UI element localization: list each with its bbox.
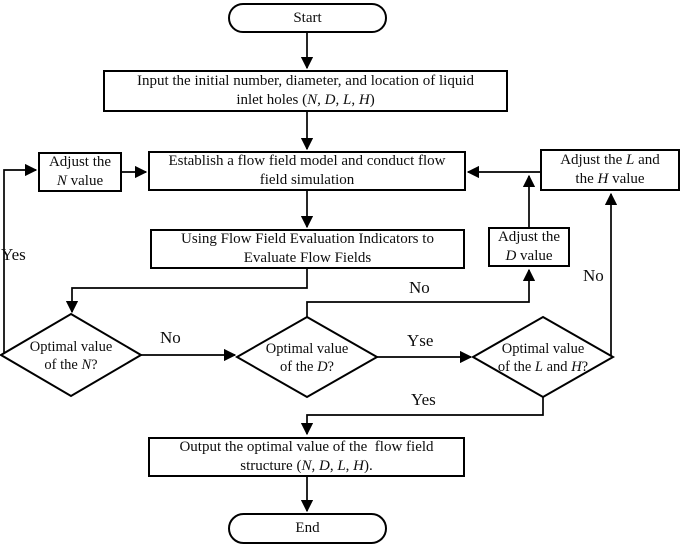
adjust-n-line-1: Adjust the <box>48 154 112 170</box>
output-line-2: structure (N, D, L, H). <box>240 458 373 474</box>
edge-label-d-no: No <box>409 278 430 297</box>
establish-line-1: Establish a flow field model and conduct flow <box>168 153 446 169</box>
edge-label-n-no: No <box>160 328 181 347</box>
output-line-1: Output the optimal value of the flow field <box>179 439 434 455</box>
establish-node <box>148 151 466 191</box>
decision-lh-line-1: Optimal value <box>501 341 585 357</box>
decision-d-line-1: Optimal value <box>265 341 349 357</box>
decision-d-line-2: of the D? <box>280 359 334 375</box>
adjust-d-node <box>488 227 570 267</box>
decision-n-label <box>6 336 136 376</box>
edge-label-n-yes: Yes <box>1 245 26 264</box>
input-line-2: inlet holes (N, D, L, H) <box>236 92 375 108</box>
end-node <box>228 513 387 544</box>
adjust-d-line-1: Adjust the <box>497 229 561 245</box>
start-label: Start <box>293 9 322 26</box>
using-line-1: Using Flow Field Evaluation Indicators to <box>181 231 434 247</box>
input-line-1: Input the initial number, diameter, and location of liquid <box>136 73 475 89</box>
adjust-n-line-2: N value <box>56 173 104 189</box>
end-label: End <box>295 520 320 536</box>
edge-label-lh-no: No <box>583 266 604 285</box>
adjust-d-line-2: D value <box>505 248 553 264</box>
adjust-lh-node <box>540 149 680 191</box>
start-node <box>228 3 387 33</box>
using-node <box>150 229 465 269</box>
edge-label-lh-yes: Yes <box>411 390 436 409</box>
decision-n-line-1: Optimal value <box>29 339 113 355</box>
adjust-lh-line-2: the H value <box>575 171 645 187</box>
edge-label-d-yes: Yse <box>407 331 434 350</box>
edge-using-to-decision-n <box>72 268 307 312</box>
decision-lh-line-2: of the L and H? <box>497 359 589 375</box>
using-line-2: Evaluate Flow Fields <box>243 250 372 266</box>
input-node <box>103 70 508 112</box>
adjust-lh-line-1: Adjust the L and <box>560 152 660 168</box>
output-node <box>148 437 465 477</box>
establish-line-2: field simulation <box>259 172 355 188</box>
decision-d-label <box>242 338 372 378</box>
edge-decision-lh-no-to-adjust-lh <box>611 194 613 357</box>
adjust-n-node <box>38 152 122 192</box>
decision-n-line-2: of the N? <box>44 357 98 373</box>
decision-lh-label <box>474 338 612 378</box>
